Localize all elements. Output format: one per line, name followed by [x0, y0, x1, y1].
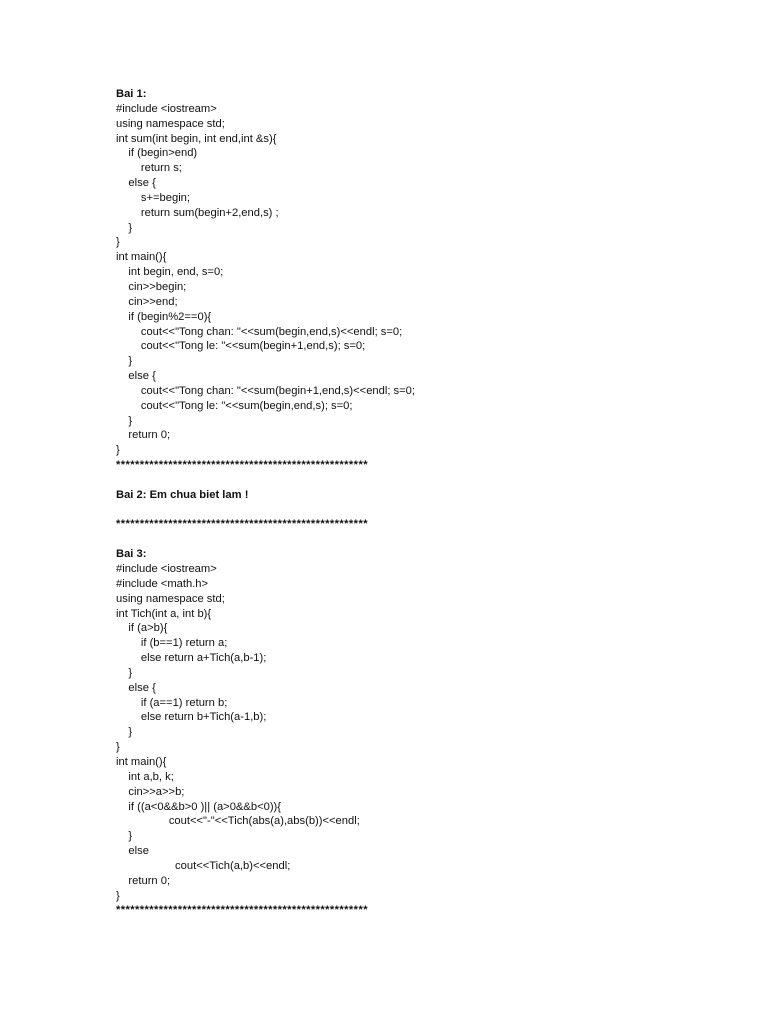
code-line: } [116, 666, 133, 679]
code-line: #include <iostream> [116, 102, 217, 115]
code-line: } [116, 741, 120, 754]
code-line: int main(){ [116, 251, 167, 264]
blank-line [116, 503, 716, 518]
code-line: else [116, 845, 149, 858]
code-line: return 0; [116, 874, 171, 887]
code-line: else return a+Tich(a,b-1); [116, 652, 267, 665]
code-line: if ((a<0&&b>0 )|| (a>0&&b<0)){ [116, 800, 282, 813]
section-heading: Bai 2: Em chua biet lam ! [116, 488, 249, 501]
code-line: } [116, 355, 133, 368]
code-line: cin>>a>>b; [116, 785, 185, 798]
code-line: cin>>begin; [116, 280, 187, 293]
code-line: if (a==1) return b; [116, 696, 228, 709]
code-line: int Tich(int a, int b){ [116, 607, 212, 620]
code-line: } [116, 444, 120, 457]
code-line: else { [116, 370, 156, 383]
code-line: int a,b, k; [116, 770, 174, 783]
separator-line: ***************************************************** [116, 459, 368, 472]
code-line: } [116, 726, 133, 739]
code-line: else { [116, 681, 156, 694]
code-line: return 0; [116, 429, 171, 442]
code-line: } [116, 221, 133, 234]
code-line: else { [116, 177, 156, 190]
code-line: if (begin>end) [116, 147, 198, 160]
code-line: #include <iostream> [116, 563, 217, 575]
blank-line [116, 473, 716, 488]
code-line: cout<<Tich(a,b)<<endl; [116, 859, 291, 872]
code-line: #include <math.h> [116, 577, 209, 590]
code-line: } [116, 830, 133, 843]
code-line: else return b+Tich(a-1,b); [116, 711, 267, 724]
code-line: cin>>end; [116, 295, 178, 308]
code-line: int begin, end, s=0; [116, 266, 224, 279]
code-line: cout<<"Tong le: "<<sum(begin+1,end,s); s=0; [116, 340, 366, 353]
blank-line [116, 532, 716, 547]
separator-line: ***************************************************** [116, 904, 368, 917]
code-line: } [116, 414, 133, 427]
code-line: if (b==1) return a; [116, 637, 228, 650]
code-line: s+=begin; [116, 191, 191, 204]
code-line: } [116, 889, 120, 902]
code-line: cout<<"-"<<Tich(abs(a),abs(b))<<endl; [116, 815, 360, 828]
code-line: if (begin%2==0){ [116, 310, 212, 323]
code-line: int sum(int begin, int end,int &s){ [116, 132, 277, 145]
code-line: using namespace std; [116, 117, 225, 130]
section-heading: Bai 3: [116, 548, 147, 561]
document-body [116, 87, 716, 918]
code-line: if (a>b){ [116, 622, 168, 635]
code-line: return s; [116, 162, 182, 175]
code-line: cout<<"Tong le: "<<sum(begin,end,s); s=0; [116, 399, 353, 412]
code-line: return sum(begin+2,end,s) ; [116, 206, 279, 219]
code-line: int main(){ [116, 755, 167, 768]
section-heading: Bai 1: [116, 88, 147, 100]
code-line: } [116, 236, 120, 249]
separator-line: ***************************************************** [116, 518, 368, 531]
code-line: using namespace std; [116, 592, 225, 605]
code-line: cout<<"Tong chan: "<<sum(begin,end,s)<<endl; s=0; [116, 325, 403, 338]
code-line: cout<<"Tong chan: "<<sum(begin+1,end,s)<<endl; s=0; [116, 384, 416, 397]
